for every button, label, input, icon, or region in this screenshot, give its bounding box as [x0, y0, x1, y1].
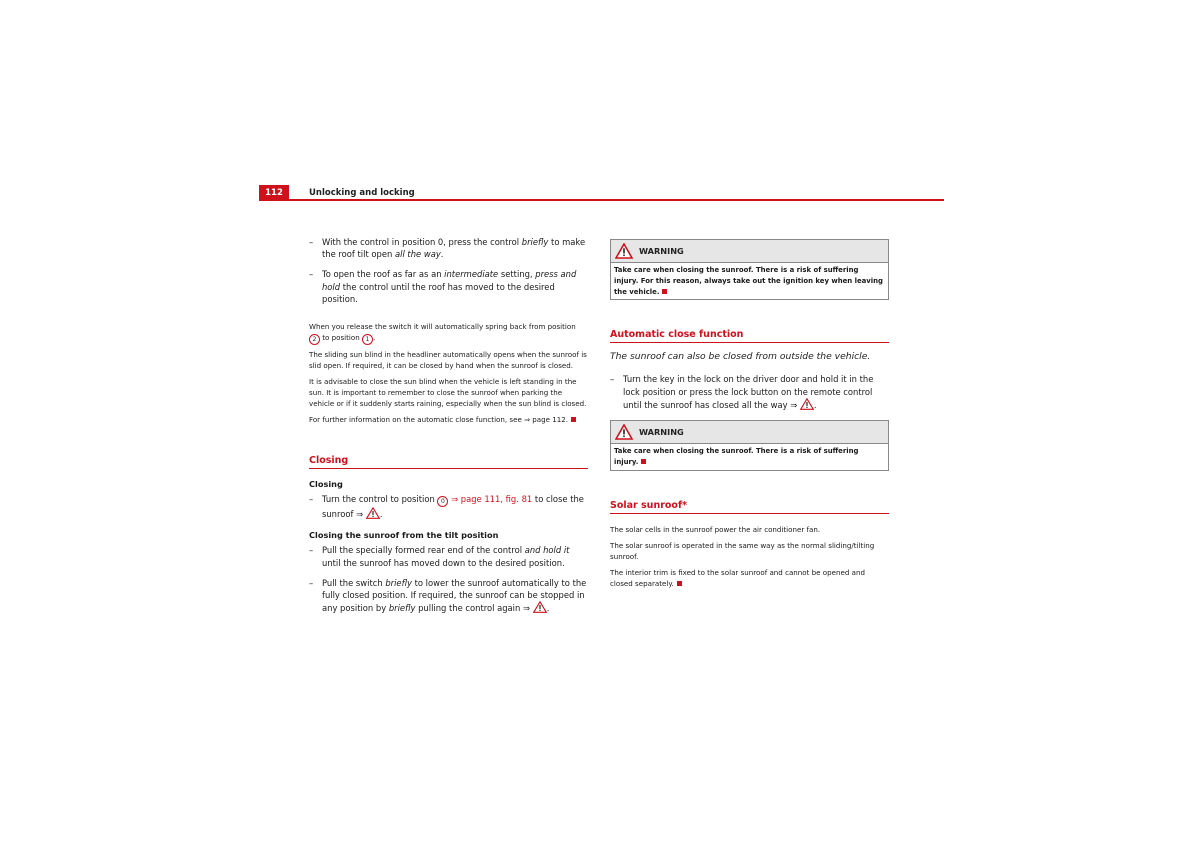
section-heading-closing: Closing [309, 455, 588, 469]
warning-triangle-icon [615, 243, 633, 259]
end-mark-icon [677, 581, 682, 586]
page-number: 112 [259, 185, 289, 201]
warning-triangle-icon [615, 424, 633, 440]
position-1-marker: 1 [362, 334, 373, 345]
list-item: – Turn the key in the lock on the driver door and hold it in the lock position or press the lock button on the remote control until the sunroof has closed all the way ⇒ . [610, 374, 874, 410]
section-intro: The sunroof can also be closed from outside the vehicle. [610, 351, 871, 363]
list-item: – Turn the control to position 0 ⇒ page 111, fig. 81 to close the sunroof ⇒ . [309, 494, 584, 520]
note-further-info: For further information on the automatic close function, see ⇒ page 112. [309, 415, 588, 426]
warning-box [610, 239, 889, 300]
end-mark-icon [571, 417, 576, 422]
section-heading-automatic-close: Automatic close function [610, 329, 889, 343]
solar-paragraph: The solar sunroof is operated in the same way as the normal sliding/tilting sunroof. [610, 540, 875, 561]
end-mark-icon [662, 289, 667, 294]
end-mark-icon [641, 459, 646, 464]
warning-triangle-icon [533, 601, 547, 613]
warning-title: WARNING [639, 427, 684, 437]
list-item: – To open the roof as far as an intermediate setting, press and hold the control until the roof has moved to the desired position. [309, 269, 577, 304]
position-2-marker: 2 [309, 334, 320, 345]
list-item: – With the control in position 0, press the control briefly to make the roof tilt open all the way. [309, 237, 586, 260]
note-advisable: It is advisable to close the sun blind when the vehicle is left standing in the sun. It is important to remember to close the sunroof when parking the vehicle or if it suddenly starts raining, especially when the sun blind is closed. [309, 377, 587, 408]
left-column [309, 236, 588, 622]
solar-paragraph: The solar cells in the sunroof power the air conditioner fan. [610, 524, 821, 534]
chapter-title: Unlocking and locking [309, 188, 415, 198]
note-sun-blind: The sliding sun blind in the headliner automatically opens when the sunroof is slid open. If required, it can be closed by hand when the sunroof is closed. [309, 350, 587, 371]
position-0-marker: 0 [437, 496, 448, 507]
section-heading-solar-sunroof: Solar sunroof* [610, 500, 889, 514]
right-column [610, 239, 889, 595]
warning-text: Take care when closing the sunroof. There is a risk of suffering injury. For this reason, always take out the ignition key when leaving the vehicle. [611, 262, 888, 299]
list-item: – Pull the specially formed rear end of the control and hold it until the sunroof has moved down to the desired position. [309, 545, 570, 568]
warning-triangle-icon [366, 507, 380, 519]
page-reference-link[interactable]: ⇒ page 111, fig. 81 [451, 494, 533, 505]
note-release: When you release the switch it will automatically spring back from position 2 to position 1 . [309, 322, 576, 343]
warning-box [610, 420, 889, 471]
subheading-tilt: Closing the sunroof from the tilt position [309, 530, 499, 541]
list-item: – Pull the switch briefly to lower the sunroof automatically to the fully closed position. If required, the sunroof can be stopped in any position by briefly pulling the control again ⇒ . [309, 577, 587, 614]
subheading-closing: Closing [309, 479, 343, 490]
header-rule [259, 199, 944, 201]
warning-title: WARNING [639, 246, 684, 256]
warning-text: Take care when closing the sunroof. There is a risk of suffering injury. [611, 443, 888, 470]
warning-triangle-icon [800, 398, 814, 410]
solar-paragraph: The interior trim is fixed to the solar sunroof and cannot be opened and closed separately. [610, 567, 865, 588]
